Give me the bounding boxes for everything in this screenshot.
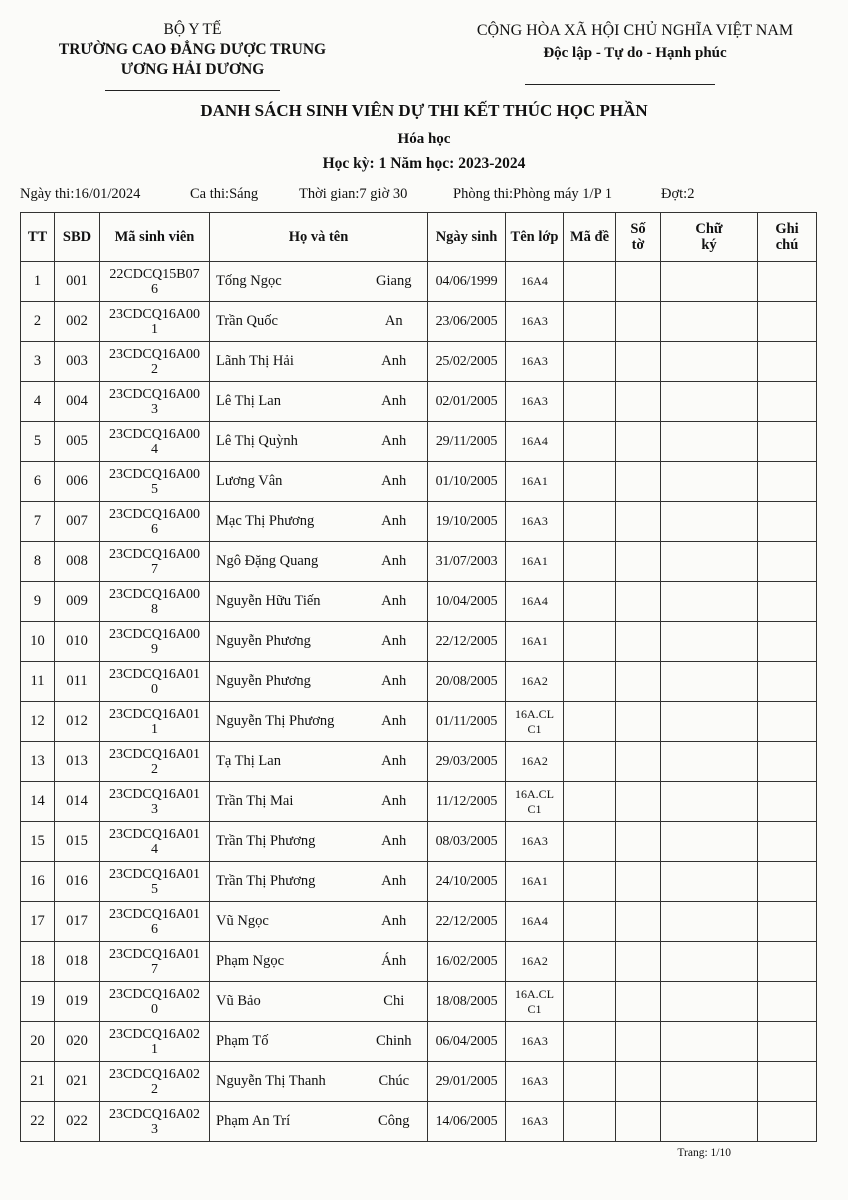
row-signature (661, 382, 758, 422)
col-note: Ghi chú (758, 213, 817, 262)
row-sheet-count (616, 262, 661, 302)
row-class: 16A4 (506, 582, 564, 622)
row-last-name: Lê Thị Quỳnh (210, 422, 361, 462)
table-header-row (21, 213, 817, 262)
row-tt: 12 (21, 702, 55, 742)
row-tt: 17 (21, 902, 55, 942)
row-exam-code (564, 262, 616, 302)
row-signature (661, 822, 758, 862)
row-sheet-count (616, 742, 661, 782)
row-note (758, 822, 817, 862)
school-name-line1: TRƯỜNG CAO ĐẲNG DƯỢC TRUNG (58, 41, 327, 58)
row-tt: 1 (21, 262, 55, 302)
issuer-underline (105, 90, 280, 91)
row-note (758, 782, 817, 822)
row-first-name: Anh (361, 342, 428, 382)
row-sbd: 006 (55, 462, 100, 502)
row-class: 16A3 (506, 1102, 564, 1142)
row-first-name: Anh (361, 382, 428, 422)
row-last-name: Trần Thị Phương (210, 822, 361, 862)
col-sbd: SBD (55, 213, 100, 262)
row-signature (661, 462, 758, 502)
row-sbd: 004 (55, 382, 100, 422)
row-student-id: 23CDCQ16A00 4 (100, 422, 210, 462)
row-class: 16A3 (506, 1022, 564, 1062)
row-note (758, 302, 817, 342)
row-signature (661, 702, 758, 742)
table-row (21, 462, 817, 502)
row-dob: 25/02/2005 (428, 342, 506, 382)
row-signature (661, 942, 758, 982)
table-row (21, 582, 817, 622)
row-signature (661, 342, 758, 382)
row-last-name: Nguyễn Phương (210, 622, 361, 662)
row-class: 16A3 (506, 302, 564, 342)
row-student-id: 23CDCQ16A02 2 (100, 1062, 210, 1102)
row-sheet-count (616, 662, 661, 702)
table-row (21, 542, 817, 582)
row-student-id: 23CDCQ16A01 6 (100, 902, 210, 942)
row-tt: 8 (21, 542, 55, 582)
row-note (758, 1062, 817, 1102)
row-tt: 3 (21, 342, 55, 382)
col-tt: TT (21, 213, 55, 262)
table-row (21, 502, 817, 542)
row-sheet-count (616, 582, 661, 622)
row-tt: 2 (21, 302, 55, 342)
table-row (21, 982, 817, 1022)
row-signature (661, 262, 758, 302)
row-sbd: 007 (55, 502, 100, 542)
table-row (21, 1062, 817, 1102)
row-sbd: 022 (55, 1102, 100, 1142)
row-sheet-count (616, 622, 661, 662)
row-class: 16A2 (506, 942, 564, 982)
exam-shift: Ca thi:Sáng (190, 186, 259, 202)
row-first-name: Anh (361, 862, 428, 902)
row-tt: 19 (21, 982, 55, 1022)
row-sheet-count (616, 822, 661, 862)
row-tt: 5 (21, 422, 55, 462)
row-signature (661, 1062, 758, 1102)
row-last-name: Lương Vân (210, 462, 361, 502)
row-student-id: 23CDCQ16A00 5 (100, 462, 210, 502)
row-dob: 04/06/1999 (428, 262, 506, 302)
row-exam-code (564, 902, 616, 942)
row-dob: 01/10/2005 (428, 462, 506, 502)
row-dob: 31/07/2003 (428, 542, 506, 582)
row-sheet-count (616, 462, 661, 502)
row-sbd: 015 (55, 822, 100, 862)
row-signature (661, 982, 758, 1022)
row-note (758, 662, 817, 702)
row-student-id: 23CDCQ16A00 8 (100, 582, 210, 622)
row-class: 16A1 (506, 542, 564, 582)
row-student-id: 23CDCQ16A01 1 (100, 702, 210, 742)
exam-room: Phòng thi:Phòng máy 1/P 1 (453, 186, 612, 202)
row-first-name: Anh (361, 502, 428, 542)
row-dob: 20/08/2005 (428, 662, 506, 702)
row-note (758, 502, 817, 542)
row-last-name: Phạm Ngọc (210, 942, 361, 982)
row-first-name: Chinh (361, 1022, 428, 1062)
table-row (21, 862, 817, 902)
row-tt: 9 (21, 582, 55, 622)
row-dob: 18/08/2005 (428, 982, 506, 1022)
row-last-name: Phạm Tố (210, 1022, 361, 1062)
row-student-id: 23CDCQ16A02 0 (100, 982, 210, 1022)
row-signature (661, 582, 758, 622)
student-table (20, 212, 817, 1142)
row-signature (661, 782, 758, 822)
row-note (758, 622, 817, 662)
row-student-id: 23CDCQ16A00 6 (100, 502, 210, 542)
subject-name: Hóa học (397, 131, 451, 147)
col-dob: Ngày sinh (428, 213, 506, 262)
row-class: 16A1 (506, 622, 564, 662)
row-sbd: 009 (55, 582, 100, 622)
row-first-name: Ánh (361, 942, 428, 982)
row-tt: 21 (21, 1062, 55, 1102)
row-class: 16A.CL C1 (506, 982, 564, 1022)
row-exam-code (564, 542, 616, 582)
col-class: Tên lớp (506, 213, 564, 262)
row-note (758, 342, 817, 382)
row-class: 16A1 (506, 862, 564, 902)
row-first-name: Anh (361, 702, 428, 742)
row-tt: 11 (21, 662, 55, 702)
row-first-name: Chi (361, 982, 428, 1022)
row-signature (661, 422, 758, 462)
row-class: 16A3 (506, 502, 564, 542)
row-dob: 29/01/2005 (428, 1062, 506, 1102)
row-student-id: 23CDCQ16A02 3 (100, 1102, 210, 1142)
row-exam-code (564, 702, 616, 742)
row-tt: 10 (21, 622, 55, 662)
row-sbd: 011 (55, 662, 100, 702)
row-tt: 18 (21, 942, 55, 982)
row-exam-code (564, 942, 616, 982)
table-row (21, 662, 817, 702)
row-student-id: 23CDCQ16A01 7 (100, 942, 210, 982)
row-dob: 22/12/2005 (428, 902, 506, 942)
row-note (758, 382, 817, 422)
row-class: 16A2 (506, 662, 564, 702)
col-sheet-count: Số tờ (616, 213, 661, 262)
row-dob: 02/01/2005 (428, 382, 506, 422)
row-sheet-count (616, 782, 661, 822)
row-tt: 15 (21, 822, 55, 862)
row-last-name: Nguyễn Phương (210, 662, 361, 702)
national-heading (440, 20, 830, 64)
school-name-line2: ƯƠNG HẢI DƯƠNG (120, 61, 265, 78)
row-exam-code (564, 462, 616, 502)
row-first-name: Anh (361, 582, 428, 622)
row-sheet-count (616, 302, 661, 342)
table-row (21, 1102, 817, 1142)
row-sheet-count (616, 942, 661, 982)
row-first-name: Chúc (361, 1062, 428, 1102)
row-student-id: 23CDCQ16A01 3 (100, 782, 210, 822)
table-row (21, 822, 817, 862)
row-class: 16A3 (506, 382, 564, 422)
row-sheet-count (616, 422, 661, 462)
row-dob: 10/04/2005 (428, 582, 506, 622)
row-note (758, 422, 817, 462)
row-dob: 08/03/2005 (428, 822, 506, 862)
document-title: DANH SÁCH SINH VIÊN DỰ THI KẾT THÚC HỌC PHẦN (200, 101, 648, 120)
row-student-id: 23CDCQ16A01 2 (100, 742, 210, 782)
row-exam-code (564, 622, 616, 662)
row-note (758, 1102, 817, 1142)
row-tt: 16 (21, 862, 55, 902)
row-last-name: Nguyễn Hữu Tiến (210, 582, 361, 622)
col-exam-code: Mã đề (564, 213, 616, 262)
row-first-name: Anh (361, 662, 428, 702)
row-dob: 14/06/2005 (428, 1102, 506, 1142)
row-signature (661, 1022, 758, 1062)
row-student-id: 23CDCQ16A00 9 (100, 622, 210, 662)
row-sbd: 012 (55, 702, 100, 742)
row-note (758, 462, 817, 502)
row-signature (661, 302, 758, 342)
row-exam-code (564, 382, 616, 422)
row-sheet-count (616, 1022, 661, 1062)
table-row (21, 302, 817, 342)
row-exam-code (564, 742, 616, 782)
row-sbd: 019 (55, 982, 100, 1022)
row-dob: 29/03/2005 (428, 742, 506, 782)
table-row (21, 782, 817, 822)
row-first-name: Anh (361, 902, 428, 942)
row-sheet-count (616, 902, 661, 942)
row-dob: 24/10/2005 (428, 862, 506, 902)
page-number: Trang: 1/10 (677, 1147, 731, 1159)
row-class: 16A4 (506, 262, 564, 302)
row-last-name: Tạ Thị Lan (210, 742, 361, 782)
exam-time: Thời gian:7 giờ 30 (299, 186, 408, 202)
national-motto: Độc lập - Tự do - Hạnh phúc (543, 45, 727, 61)
issuer-block (20, 20, 365, 80)
row-signature (661, 862, 758, 902)
row-class: 16A4 (506, 422, 564, 462)
row-sheet-count (616, 1102, 661, 1142)
row-sbd: 010 (55, 622, 100, 662)
ministry-name: BỘ Y TẾ (163, 21, 222, 38)
row-class: 16A3 (506, 342, 564, 382)
row-tt: 20 (21, 1022, 55, 1062)
row-sbd: 013 (55, 742, 100, 782)
table-row (21, 422, 817, 462)
row-last-name: Ngô Đặng Quang (210, 542, 361, 582)
row-exam-code (564, 822, 616, 862)
row-dob: 01/11/2005 (428, 702, 506, 742)
exam-batch: Đợt:2 (661, 186, 695, 202)
row-sheet-count (616, 382, 661, 422)
row-class: 16A2 (506, 742, 564, 782)
row-sheet-count (616, 342, 661, 382)
row-first-name: Anh (361, 542, 428, 582)
row-class: 16A3 (506, 1062, 564, 1102)
row-student-id: 23CDCQ16A00 3 (100, 382, 210, 422)
row-exam-code (564, 1102, 616, 1142)
row-class: 16A4 (506, 902, 564, 942)
row-student-id: 23CDCQ16A01 0 (100, 662, 210, 702)
row-last-name: Tống Ngọc (210, 262, 361, 302)
row-sbd: 001 (55, 262, 100, 302)
row-tt: 22 (21, 1102, 55, 1142)
row-first-name: Anh (361, 782, 428, 822)
row-student-id: 23CDCQ16A01 5 (100, 862, 210, 902)
row-note (758, 262, 817, 302)
table-row (21, 1022, 817, 1062)
row-first-name: Anh (361, 622, 428, 662)
row-note (758, 542, 817, 582)
row-exam-code (564, 862, 616, 902)
table-row (21, 942, 817, 982)
row-sheet-count (616, 982, 661, 1022)
row-note (758, 862, 817, 902)
row-tt: 7 (21, 502, 55, 542)
row-sheet-count (616, 1062, 661, 1102)
row-exam-code (564, 582, 616, 622)
row-signature (661, 622, 758, 662)
republic-name: CỘNG HÒA XÃ HỘI CHỦ NGHĨA VIỆT NAM (476, 22, 794, 39)
row-first-name: Công (361, 1102, 428, 1142)
row-note (758, 982, 817, 1022)
row-sbd: 003 (55, 342, 100, 382)
row-dob: 22/12/2005 (428, 622, 506, 662)
table-row (21, 262, 817, 302)
row-dob: 06/04/2005 (428, 1022, 506, 1062)
table-row (21, 622, 817, 662)
row-student-id: 22CDCQ15B07 6 (100, 262, 210, 302)
row-tt: 14 (21, 782, 55, 822)
col-signature: Chữ ký (661, 213, 758, 262)
row-first-name: Anh (361, 742, 428, 782)
row-last-name: Nguyễn Thị Phương (210, 702, 361, 742)
col-student-id: Mã sinh viên (100, 213, 210, 262)
row-note (758, 942, 817, 982)
row-class: 16A.CL C1 (506, 702, 564, 742)
row-last-name: Vũ Ngọc (210, 902, 361, 942)
motto-underline (525, 84, 715, 85)
row-sheet-count (616, 502, 661, 542)
row-dob: 19/10/2005 (428, 502, 506, 542)
row-note (758, 582, 817, 622)
table-row (21, 702, 817, 742)
row-class: 16A3 (506, 822, 564, 862)
row-sbd: 002 (55, 302, 100, 342)
row-signature (661, 742, 758, 782)
row-sbd: 021 (55, 1062, 100, 1102)
row-signature (661, 542, 758, 582)
row-first-name: Anh (361, 462, 428, 502)
row-last-name: Phạm An Trí (210, 1102, 361, 1142)
row-first-name: Giang (361, 262, 428, 302)
row-student-id: 23CDCQ16A02 1 (100, 1022, 210, 1062)
row-last-name: Nguyễn Thị Thanh (210, 1062, 361, 1102)
row-last-name: Lãnh Thị Hải (210, 342, 361, 382)
row-student-id: 23CDCQ16A00 7 (100, 542, 210, 582)
row-exam-code (564, 1062, 616, 1102)
row-class: 16A.CL C1 (506, 782, 564, 822)
row-exam-code (564, 422, 616, 462)
row-sbd: 016 (55, 862, 100, 902)
row-last-name: Trần Quốc (210, 302, 361, 342)
exam-date: Ngày thi:16/01/2024 (20, 186, 141, 202)
row-tt: 4 (21, 382, 55, 422)
row-signature (661, 662, 758, 702)
table-row (21, 742, 817, 782)
table-row (21, 902, 817, 942)
row-note (758, 902, 817, 942)
row-last-name: Trần Thị Mai (210, 782, 361, 822)
row-signature (661, 1102, 758, 1142)
row-dob: 11/12/2005 (428, 782, 506, 822)
row-tt: 6 (21, 462, 55, 502)
term-info: Học kỳ: 1 Năm học: 2023-2024 (322, 155, 526, 172)
row-sheet-count (616, 702, 661, 742)
row-note (758, 702, 817, 742)
row-last-name: Vũ Bảo (210, 982, 361, 1022)
row-class: 16A1 (506, 462, 564, 502)
row-last-name: Lê Thị Lan (210, 382, 361, 422)
row-exam-code (564, 1022, 616, 1062)
row-first-name: An (361, 302, 428, 342)
row-signature (661, 502, 758, 542)
row-exam-code (564, 342, 616, 382)
row-note (758, 742, 817, 782)
row-sbd: 005 (55, 422, 100, 462)
row-student-id: 23CDCQ16A00 2 (100, 342, 210, 382)
row-sheet-count (616, 862, 661, 902)
row-sbd: 014 (55, 782, 100, 822)
row-dob: 23/06/2005 (428, 302, 506, 342)
row-tt: 13 (21, 742, 55, 782)
row-dob: 29/11/2005 (428, 422, 506, 462)
row-sbd: 018 (55, 942, 100, 982)
row-student-id: 23CDCQ16A00 1 (100, 302, 210, 342)
row-exam-code (564, 302, 616, 342)
row-first-name: Anh (361, 822, 428, 862)
col-full-name: Họ và tên (210, 213, 428, 262)
row-signature (661, 902, 758, 942)
row-exam-code (564, 502, 616, 542)
row-sbd: 008 (55, 542, 100, 582)
row-sbd: 017 (55, 902, 100, 942)
row-note (758, 1022, 817, 1062)
row-exam-code (564, 662, 616, 702)
row-sbd: 020 (55, 1022, 100, 1062)
row-last-name: Mạc Thị Phương (210, 502, 361, 542)
row-exam-code (564, 982, 616, 1022)
row-dob: 16/02/2005 (428, 942, 506, 982)
row-student-id: 23CDCQ16A01 4 (100, 822, 210, 862)
table-row (21, 342, 817, 382)
row-sheet-count (616, 542, 661, 582)
row-first-name: Anh (361, 422, 428, 462)
row-last-name: Trần Thị Phương (210, 862, 361, 902)
row-exam-code (564, 782, 616, 822)
table-row (21, 382, 817, 422)
